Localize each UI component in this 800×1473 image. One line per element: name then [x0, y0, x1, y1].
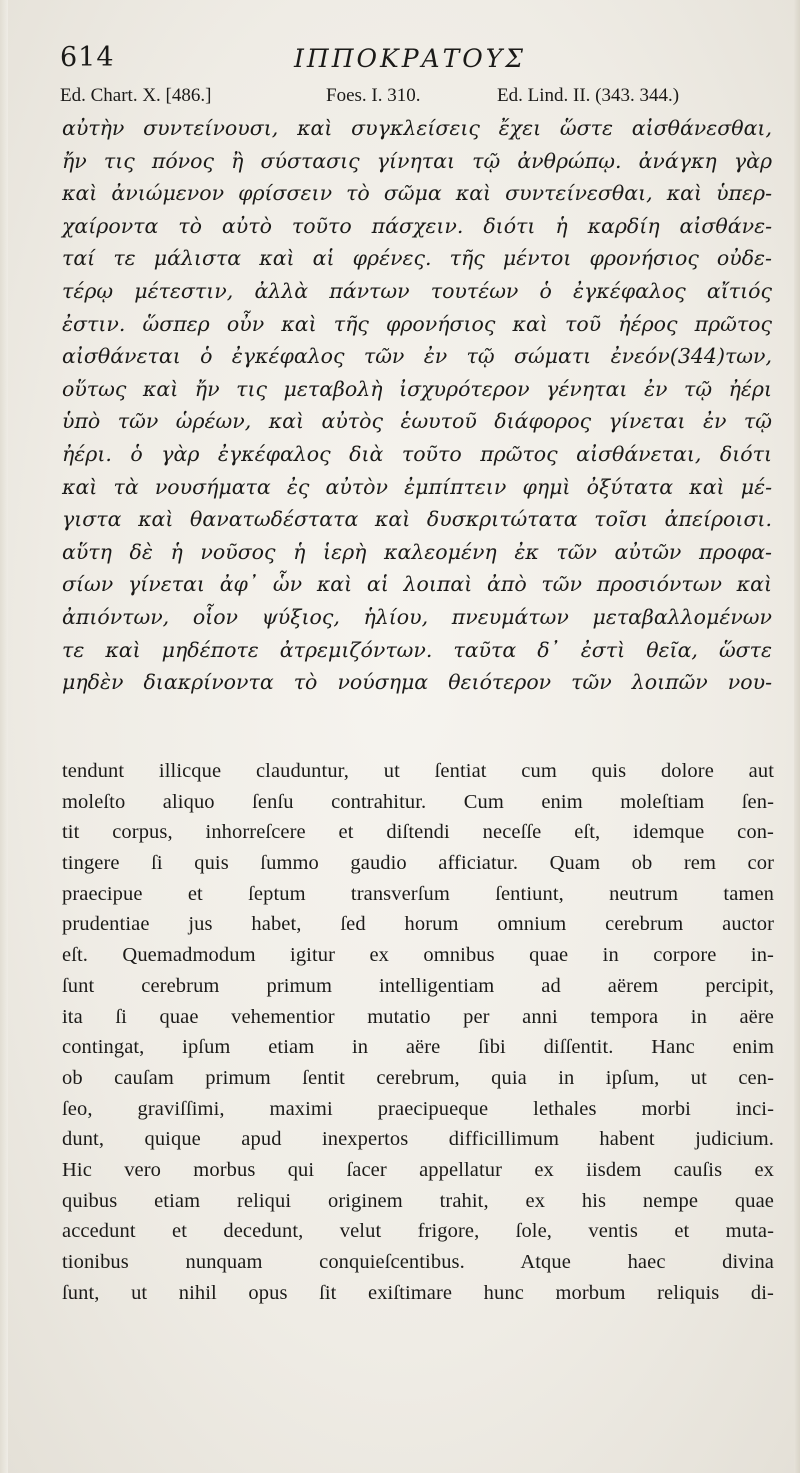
greek-text — [62, 112, 772, 699]
latin-text-line: ſunt, ut nihil opus ſit exiſtimare hunc morbum reliquis di- — [62, 1281, 774, 1304]
page-right-edge — [794, 0, 800, 1473]
edition-references — [60, 85, 765, 109]
latin-text-line: tit corpus, inhorreſcere et diſtendi neceſſe eſt, idemque con- — [62, 821, 774, 844]
latin-text-line: quibus etiam reliqui originem trahit, ex his nempe quae — [62, 1189, 774, 1212]
greek-text-line: ὑπὸ τῶν ὡρέων, καὶ αὐτὸς ἑωυτοῦ διάφορος γίνεται ἐν τῷ — [62, 409, 772, 434]
greek-text-line: καὶ τὰ νουσήματα ἐς αὐτὸν ἐμπίπτειν φημὶ ὀξύτατα καὶ μέ- — [62, 474, 772, 499]
greek-text-line: σίων γίνεται ἀφ᾽ ὧν καὶ αἱ λοιπαὶ ἀπὸ τῶν προσιόντων καὶ — [62, 572, 772, 597]
greek-text-line: ἀπιόντων, οἷον ψύξιος, ἡλίου, πνευμάτων μεταβαλλομένων — [62, 604, 772, 629]
running-title: ΙΠΠΟΚΡΑΤΟΥΣ — [294, 44, 526, 73]
latin-text-line: tendunt illicque clauduntur, ut ſentiat cum quis dolore aut — [62, 760, 774, 782]
edition-linden: Ed. Lind. II. (343. 344.) — [497, 85, 680, 106]
greek-text-line: ἤν τις πόνος ἢ σύστασις γίνηται τῷ ἀνθρώπῳ. ἀνάγκη γὰρ — [62, 148, 772, 173]
latin-translation — [62, 756, 774, 1308]
edition-foes: Foes. I. 310. — [326, 85, 421, 106]
latin-text-line: praecipue et ſeptum transverſum ſentiunt, neutrum tamen — [62, 882, 774, 905]
latin-text-line: eſt. Quemadmodum igitur ex omnibus quae in corpore in- — [62, 944, 774, 967]
greek-text-line: αὐτὴν συντείνουσι, καὶ συγκλείσεις ἔχει ὥστε αἰσθάνεσθαι, — [62, 116, 772, 140]
latin-text-line: dunt, quique apud inexpertos difficillimum habent judicium. — [62, 1128, 774, 1151]
latin-text-line: moleſto aliquo ſenſu contrahitur. Cum enim moleſtiam ſen- — [62, 790, 774, 813]
page-header — [60, 40, 760, 76]
latin-text-line: ſunt cerebrum primum intelligentiam ad aërem percipit, — [62, 974, 774, 997]
latin-text-line: ob cauſam primum ſentit cerebrum, quia in ipſum, ut cen- — [62, 1066, 774, 1089]
latin-text-line: ita ſi quae vehementior mutatio per anni tempora in aëre — [62, 1005, 774, 1028]
latin-text-line: tionibus nunquam conquieſcentibus. Atque haec divina — [62, 1251, 774, 1273]
greek-text-line: οὕτως καὶ ἤν τις μεταβολὴ ἰσχυρότερον γένηται ἐν τῷ ἠέρι — [62, 376, 772, 401]
greek-text-line: μηδὲν διακρίνοντα τὸ νούσημα θειότερον τῶν λοιπῶν νου- — [62, 670, 772, 695]
edition-chartier: Ed. Chart. X. [486.] — [60, 85, 212, 106]
latin-text-line: accedunt et decedunt, velut frigore, ſole, ventis et muta- — [62, 1220, 774, 1243]
latin-text-line: tingere ſi quis ſummo gaudio afficiatur. Quam ob rem cor — [62, 852, 774, 875]
page-left-shadow — [0, 0, 8, 1473]
greek-text-line: ταί τε μάλιστα καὶ αἱ φρένες. τῆς μέντοι φρονήσιος οὐδε- — [62, 246, 772, 271]
greek-text-line: χαίροντα τὸ αὐτὸ τοῦτο πάσχειν. διότι ἡ καρδίη αἰσθάνε- — [62, 213, 772, 238]
latin-text-line: prudentiae jus habet, ſed horum omnium cerebrum auctor — [62, 913, 774, 936]
greek-text-line: αὕτη δὲ ἡ νοῦσος ἡ ἱερὴ καλεομένη ἐκ τῶν αὐτῶν προφα- — [62, 539, 772, 564]
latin-text-line: contingat, ipſum etiam in aëre ſibi diſſentit. Hanc enim — [62, 1036, 774, 1059]
greek-text-line: ἠέρι. ὁ γὰρ ἐγκέφαλος διὰ τοῦτο πρῶτος αἰσθάνεται, διότι — [62, 441, 772, 466]
page-number: 614 — [60, 42, 115, 73]
greek-text-line: γιστα καὶ θανατωδέστατα καὶ δυσκριτώτατα τοῖσι ἀπείροισι. — [62, 507, 772, 532]
latin-text-line: ſeo, graviſſimi, maximi praecipueque lethales morbi inci- — [62, 1097, 774, 1120]
latin-text-line: Hic vero morbus qui ſacer appellatur ex iisdem cauſis ex — [62, 1158, 774, 1181]
greek-text-line: τε καὶ μηδέποτε ἀτρεμιζόντων. ταῦτα δ᾽ ἐστὶ θεῖα, ὥστε — [62, 637, 772, 662]
greek-text-line: καὶ ἀνιώμενον φρίσσειν τὸ σῶμα καὶ συντείνεσθαι, καὶ ὑπερ- — [62, 181, 772, 206]
greek-text-line: αἰσθάνεται ὁ ἐγκέφαλος τῶν ἐν τῷ σώματι ἐνεόν(344)των, — [62, 344, 772, 369]
greek-text-line: τέρῳ μέτεστιν, ἀλλὰ πάντων τουτέων ὁ ἐγκέφαλος αἴτιός — [62, 278, 772, 303]
greek-text-line: ἐστιν. ὥσπερ οὖν καὶ τῆς φρονήσιος καὶ τοῦ ἠέρος πρῶτος — [62, 311, 772, 336]
